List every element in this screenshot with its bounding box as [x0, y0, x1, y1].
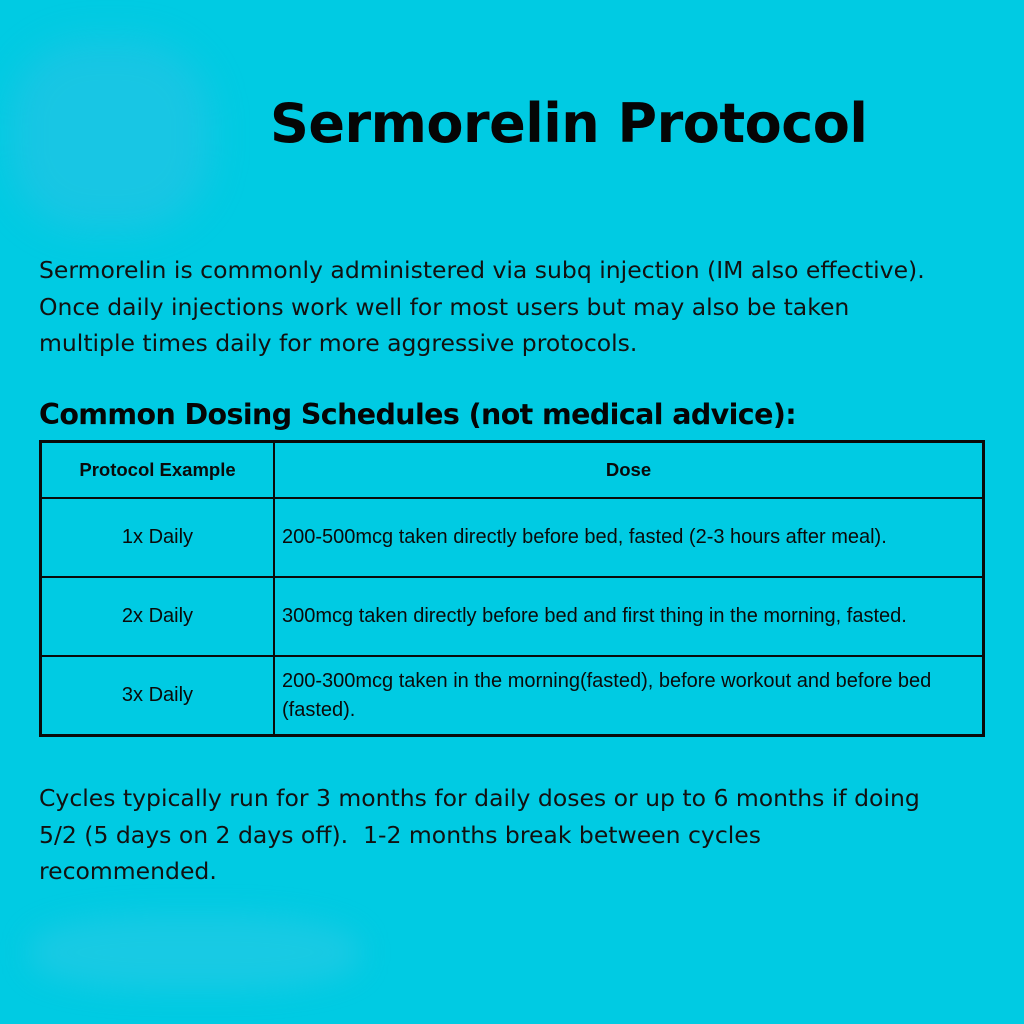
- intro-line-1: Sermorelin is commonly administered via subq injection (IM also effective).: [39, 256, 925, 284]
- intro-line-3: multiple times daily for more aggressive protocols.: [39, 329, 638, 357]
- intro-paragraph: [39, 252, 999, 362]
- section-heading: Common Dosing Schedules (not medical advice):: [39, 398, 797, 431]
- dose-cell: 300mcg taken directly before bed and first thing in the morning, fasted.: [274, 577, 984, 656]
- column-header-dose: Dose: [274, 442, 984, 499]
- page-title: Sermorelin Protocol: [270, 92, 868, 155]
- column-header-protocol: Protocol Example: [41, 442, 275, 499]
- outro-line-1: Cycles typically run for 3 months for daily doses or up to 6 months if doing: [39, 784, 920, 812]
- outro-line-3: recommended.: [39, 857, 217, 885]
- table-header-row: [41, 442, 984, 499]
- protocol-cell: 1x Daily: [41, 498, 275, 577]
- dose-cell: 200-500mcg taken directly before bed, fasted (2-3 hours after meal).: [274, 498, 984, 577]
- table-row: [41, 577, 984, 656]
- protocol-cell: 2x Daily: [41, 577, 275, 656]
- table-row: [41, 656, 984, 736]
- cycle-note-paragraph: [39, 780, 999, 890]
- background-smudge-top: [10, 40, 210, 230]
- outro-line-2: 5/2 (5 days on 2 days off). 1-2 months break between cycles: [39, 820, 761, 849]
- background-smudge-bottom: [30, 915, 360, 990]
- table-row: [41, 498, 984, 577]
- dosing-schedule-table: [39, 440, 985, 737]
- intro-line-2: Once daily injections work well for most users but may also be taken: [39, 292, 850, 321]
- dose-cell: 200-300mcg taken in the morning(fasted), before workout and before bed (fasted).: [274, 656, 984, 736]
- protocol-cell: 3x Daily: [41, 656, 275, 736]
